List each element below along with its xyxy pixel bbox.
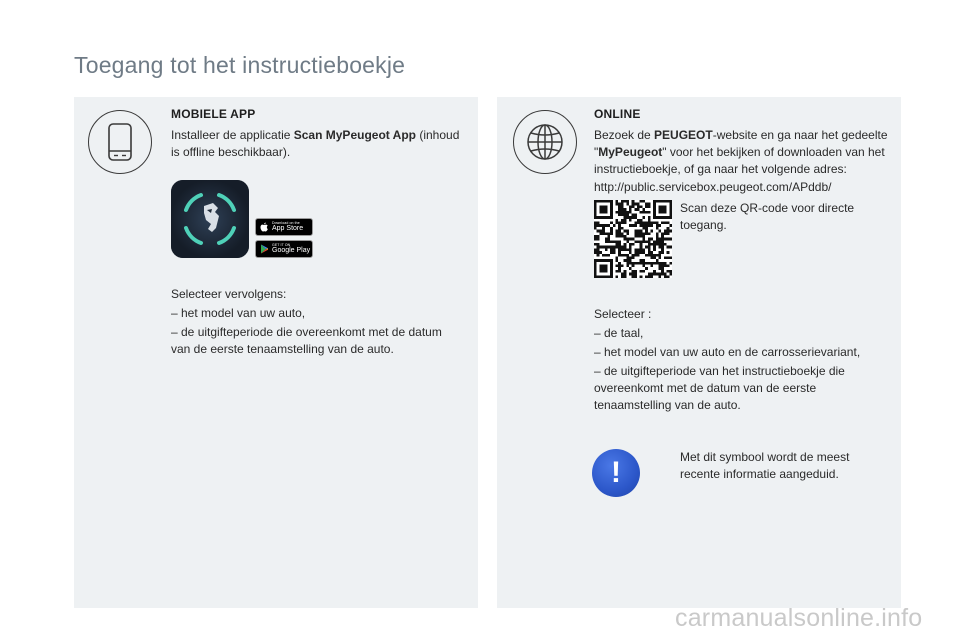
google-play-icon	[256, 244, 272, 254]
online-panel	[497, 97, 901, 608]
smartphone-icon	[88, 110, 152, 174]
online-intro: Bezoek de PEUGEOT-website en ga naar het gedeelte "MyPeugeot" voor het bekijken of downloaden van het instructieboekje, of ga naar het volgende adres:	[594, 128, 888, 176]
apple-icon	[256, 222, 272, 232]
info-note: Met dit symbool wordt de meest recente informatie aangeduid.	[680, 450, 850, 481]
online-url[interactable]: http://public.servicebox.peugeot.com/APddb/	[594, 180, 832, 194]
app-store-small-text: Download on the	[272, 220, 300, 225]
mobile-app-panel	[74, 97, 478, 608]
exclamation-icon: !	[592, 449, 640, 497]
app-store-label: App Store	[272, 225, 304, 233]
peugeot-lion-icon	[171, 180, 249, 258]
app-store-badge[interactable]	[255, 218, 313, 236]
qr-instruction: Scan deze QR-code voor directe toegang.	[680, 201, 855, 232]
mobile-select-title: Selecteer vervolgens:	[171, 287, 287, 301]
mobile-select-item-period: – de uitgifteperiode die overeenkomt met de datum van de eerste tenaamstelling van de auto.	[171, 325, 442, 356]
online-select-item-language: – de taal,	[594, 326, 644, 340]
google-play-label: Google Play	[272, 247, 311, 255]
online-heading: ONLINE	[594, 107, 641, 121]
google-play-badge[interactable]	[255, 240, 313, 258]
globe-icon	[513, 110, 577, 174]
peugeot-app-icon[interactable]	[171, 180, 249, 258]
page-title: Toegang tot het instructieboekje	[74, 52, 406, 78]
mobile-app-heading: MOBIELE APP	[171, 107, 256, 121]
mobile-app-intro: Installeer de applicatie Scan MyPeugeot App (inhoud is offline beschikbaar).	[171, 128, 460, 159]
online-select-title: Selecteer :	[594, 307, 652, 321]
qr-code	[594, 200, 672, 278]
mobile-select-item-model: – het model van uw auto,	[171, 306, 306, 320]
google-play-small-text: GET IT ON	[272, 242, 291, 247]
watermark: carmanualsonline.info	[675, 604, 923, 632]
online-select-item-model: – het model van uw auto en de carrosserievariant,	[594, 345, 861, 359]
online-select-item-period: – de uitgifteperiode van het instructieboekje die overeenkomt met de datum van de eerste tenaamstelling van de auto.	[594, 364, 845, 412]
